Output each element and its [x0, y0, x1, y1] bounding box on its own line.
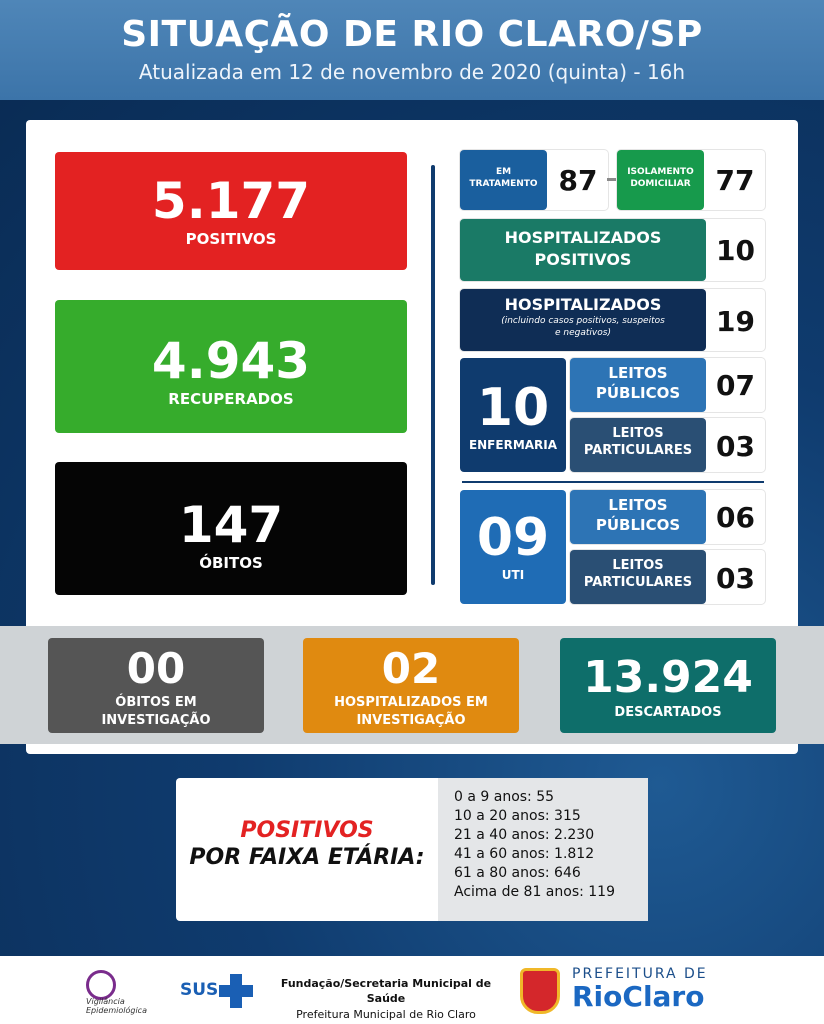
obitos-value: 147 [178, 496, 284, 554]
age-title [176, 778, 438, 921]
age-row: 61 a 80 anos: 646 [454, 865, 581, 881]
isolamento-label-1: ISOLAMENTO [627, 167, 694, 177]
hosp-investigacao-label-2: INVESTIGAÇÃO [356, 712, 466, 728]
uti-particulares-label-1: LEITOS [612, 558, 664, 573]
vigilancia-text [86, 998, 147, 1016]
recuperados-value: 4.943 [151, 332, 311, 390]
age-title-2: POR FAIXA ETÁRIA: [189, 845, 425, 870]
age-row: 21 a 40 anos: 2.230 [454, 827, 595, 843]
fundacao-line-2: Prefeitura Municipal de Rio Claro [296, 1007, 476, 1021]
enfermaria-value: 10 [476, 378, 550, 438]
uti-particulares-label-2: PARTICULARES [583, 574, 693, 590]
enf-publicos-tag [570, 358, 706, 412]
descartados-card [560, 638, 776, 733]
enfermaria-label: ENFERMARIA [468, 438, 558, 452]
hospitalizados-note-1: (incluindo casos positivos, suspeitos [501, 316, 665, 327]
uti-value: 09 [476, 508, 550, 568]
enf-particulares-tag [570, 418, 706, 472]
uti-particulares-tag [570, 550, 706, 604]
uti-publicos-label-2: PÚBLICOS [595, 515, 681, 534]
age-row: Acima de 81 anos: 119 [454, 884, 615, 900]
sus-text: SUS [180, 980, 219, 1000]
isolamento-label-2: DOMICILIAR [630, 178, 691, 189]
enf-publicos-label-2: PÚBLICOS [595, 383, 681, 402]
em-tratamento-label-1: EM [495, 167, 512, 177]
magnifier-icon [86, 970, 116, 1000]
horizontal-divider [462, 481, 764, 483]
recuperados-label: RECUPERADOS [168, 390, 294, 408]
recuperados-card [55, 300, 407, 433]
age-list [438, 778, 648, 921]
obitos-label: ÓBITOS [199, 554, 263, 572]
positivos-label: POSITIVOS [185, 230, 277, 248]
enf-particulares-value: 03 [716, 430, 755, 463]
vigilancia-logo [70, 970, 170, 1016]
fundacao-line-1: Fundação/Secretaria Municipal de Saúde [280, 977, 492, 1006]
uti-particulares-value: 03 [716, 562, 755, 595]
uti-publicos-label-1: LEITOS [608, 496, 668, 514]
page-subtitle: Atualizada em 12 de novembro de 2020 (quinta) - 16h [138, 60, 686, 84]
vigilancia-line-1: Vigilância [86, 997, 125, 1006]
hosp-investigacao-label-1: HOSPITALIZADOS EM [334, 695, 488, 710]
hospitalizados-value: 19 [716, 305, 755, 338]
enf-particulares-label-1: LEITOS [612, 426, 664, 441]
isolamento-value: 77 [715, 164, 755, 197]
obitos-investigacao-label-2: INVESTIGAÇÃO [101, 712, 211, 728]
uti-box [460, 490, 566, 604]
vigilancia-line-2: Epidemiológica [86, 1005, 147, 1015]
obitos-investigacao-card [48, 638, 264, 733]
hosp-investigacao-value: 02 [381, 644, 441, 693]
footer [0, 956, 824, 1024]
age-row: 41 a 60 anos: 1.812 [454, 846, 595, 862]
prefeitura-logo [572, 966, 732, 1013]
descartados-label: DESCARTADOS [614, 705, 722, 720]
enf-publicos-value: 07 [716, 369, 755, 402]
age-row: 10 a 20 anos: 315 [454, 808, 581, 824]
enf-publicos-label-1: LEITOS [608, 364, 668, 382]
hosp-investigacao-card [303, 638, 519, 733]
hospitalizados-note-2: e negativos) [555, 328, 611, 339]
positivos-card [55, 152, 407, 270]
enfermaria-box [460, 358, 566, 472]
obitos-investigacao-label-1: ÓBITOS EM [115, 695, 197, 710]
prefeitura-line-1: PREFEITURA DE [572, 966, 708, 982]
vertical-divider [431, 165, 435, 585]
hosp-positivos-label-1: HOSPITALIZADOS [504, 228, 662, 247]
age-title-1: POSITIVOS [240, 818, 374, 843]
age-row: 0 a 9 anos: 55 [454, 789, 555, 805]
hosp-positivos-tag [460, 219, 706, 281]
obitos-card [55, 462, 407, 595]
prefeitura-line-2: RioClaro [572, 980, 705, 1013]
fundacao-text [276, 976, 496, 1022]
hospitalizados-tag [460, 289, 706, 351]
enf-particulares-label-2: PARTICULARES [583, 442, 693, 458]
positivos-value: 5.177 [151, 172, 311, 230]
em-tratamento-label-2: TRATAMENTO [469, 178, 538, 189]
isolamento-tag [617, 150, 704, 210]
obitos-investigacao-value: 00 [126, 644, 186, 693]
uti-publicos-tag [570, 490, 706, 544]
em-tratamento-value: 87 [558, 164, 598, 197]
uti-publicos-value: 06 [716, 501, 755, 534]
hosp-positivos-label-2: POSITIVOS [534, 250, 632, 270]
crest-icon [520, 968, 560, 1014]
uti-label: UTI [501, 568, 525, 582]
age-distribution-box [176, 778, 648, 921]
hospitalizados-label: HOSPITALIZADOS [504, 295, 662, 314]
em-tratamento-tag [460, 150, 547, 210]
page-title: SITUAÇÃO DE RIO CLARO/SP [121, 14, 703, 55]
cross-icon-bar [219, 985, 253, 997]
descartados-value: 13.924 [583, 652, 753, 703]
hosp-positivos-value: 10 [716, 234, 755, 267]
